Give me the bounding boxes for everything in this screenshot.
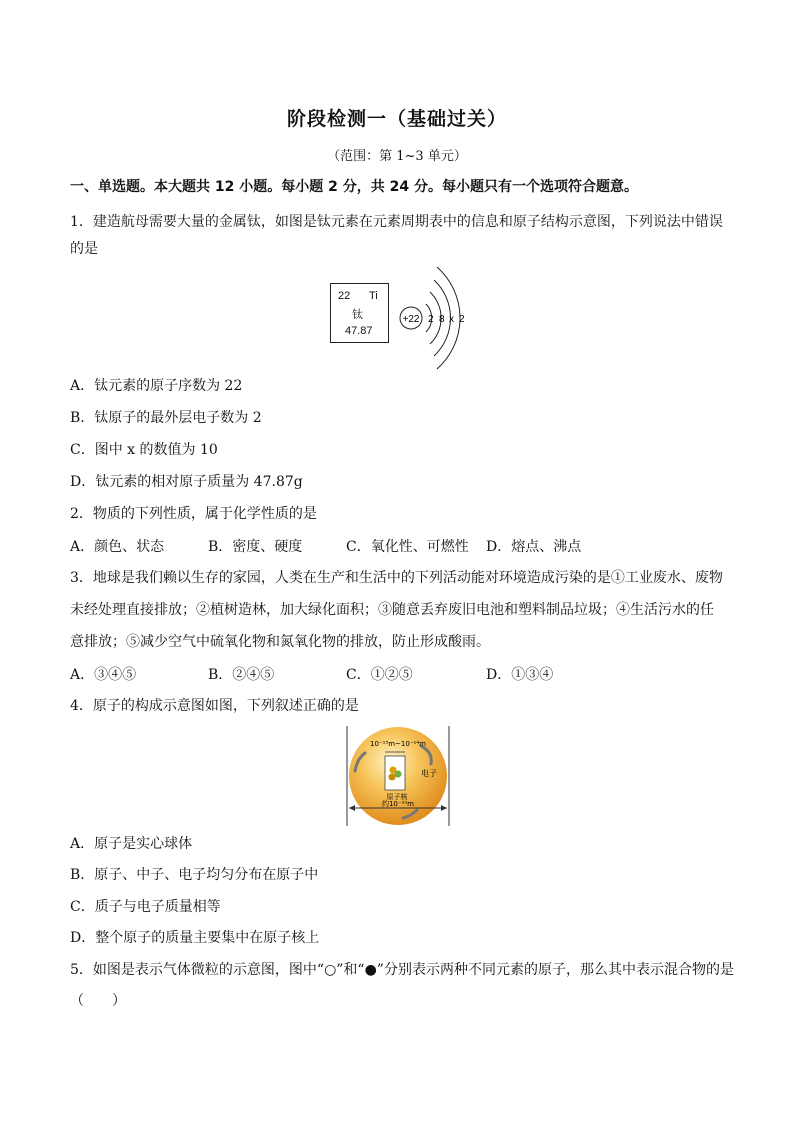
q5-stem-line1: 5．如图是表示气体微粒的示意图，图中“○”和“●”分别表示两种不同元素的原子，那么其中表示混合物的是 <box>70 962 734 978</box>
periodic-table-cell <box>330 283 389 343</box>
nucleus-charge: +22 <box>402 314 420 325</box>
q4-option-b: B．原子、中子、电子均匀分布在原子中 <box>70 867 319 883</box>
page-subtitle: （范围：第 1~3 单元） <box>327 149 467 164</box>
q2-option-b: B．密度、硬度 <box>208 539 303 555</box>
atomic-mass: 47.87 <box>345 325 373 337</box>
q4-option-d: D．整个原子的质量主要集中在原子核上 <box>70 930 320 946</box>
shell-4-electrons: 2 <box>459 314 465 325</box>
atom-model-figure <box>343 726 453 826</box>
q1-stem-line1: 1．建造航母需要大量的金属钛，如图是钛元素在元素周期表中的信息和原子结构示意图，下列说法中错误 <box>70 214 723 230</box>
shell-3-electrons: x <box>449 314 454 325</box>
q4-option-a: A．原子是实心球体 <box>70 836 193 852</box>
q2-option-d: D．熔点、沸点 <box>486 539 582 555</box>
atom-structure-diagram <box>396 262 472 372</box>
q3-stem-line2: 未经处理直接排放；②植树造林，加大绿化面积；③随意丢弃废旧电池和塑料制品垃圾；④生活污水的任 <box>70 602 714 618</box>
q3-option-d: D．①③④ <box>486 667 554 683</box>
shell-1-electrons: 2 <box>428 314 434 325</box>
q1-option-d: D．钛元素的相对原子质量为 47.87g <box>70 474 303 490</box>
q3-option-b: B．②④⑤ <box>208 667 275 683</box>
section-heading: 一、单选题。本大题共 12 小题。每小题 2 分，共 24 分。每小题只有一个选项符合题意。 <box>70 179 638 195</box>
nucleon-dot <box>389 774 396 781</box>
q4-option-c: C．质子与电子质量相等 <box>70 899 221 915</box>
q1-option-c: C．图中 x 的数值为 10 <box>70 442 218 458</box>
q2-stem: 2．物质的下列性质，属于化学性质的是 <box>70 506 317 522</box>
nucleus-label: 原子核 <box>386 793 408 801</box>
neutron-dot <box>395 771 402 778</box>
page-title: 阶段检测一（基础过关） <box>286 108 507 130</box>
q1-stem-line2: 的是 <box>70 241 98 257</box>
q2-option-c: C．氧化性、可燃性 <box>346 539 469 555</box>
atomic-number: 22 <box>338 290 351 302</box>
q1-option-a: A．钛元素的原子序数为 22 <box>70 378 243 394</box>
q1-option-b: B．钛原子的最外层电子数为 2 <box>70 410 262 426</box>
q3-option-a: A．③④⑤ <box>70 667 137 683</box>
q3-option-c: C．①②⑤ <box>346 667 413 683</box>
nucleus-size-label: 10⁻¹⁵m~10⁻¹⁴m <box>370 740 426 748</box>
q4-stem: 4．原子的构成示意图如图，下列叙述正确的是 <box>70 698 359 714</box>
atom-size-label: 约10⁻¹⁰m <box>381 800 415 808</box>
element-name: 钛 <box>352 308 363 321</box>
q2-option-a: A．颜色、状态 <box>70 539 165 555</box>
shell-2-electrons: 8 <box>439 314 445 325</box>
q3-stem-line1: 3．地球是我们赖以生存的家园，人类在生产和生活中的下列活动能对环境造成污染的是①工业废水、废物 <box>70 570 723 586</box>
element-symbol: Ti <box>369 290 378 302</box>
electron-label: 电子 <box>421 769 437 778</box>
q5-stem-line2: （ ） <box>70 993 126 1009</box>
q3-stem-line3: 意排放；⑤减少空气中硫氧化物和氮氧化物的排放，防止形成酸雨。 <box>70 634 490 650</box>
